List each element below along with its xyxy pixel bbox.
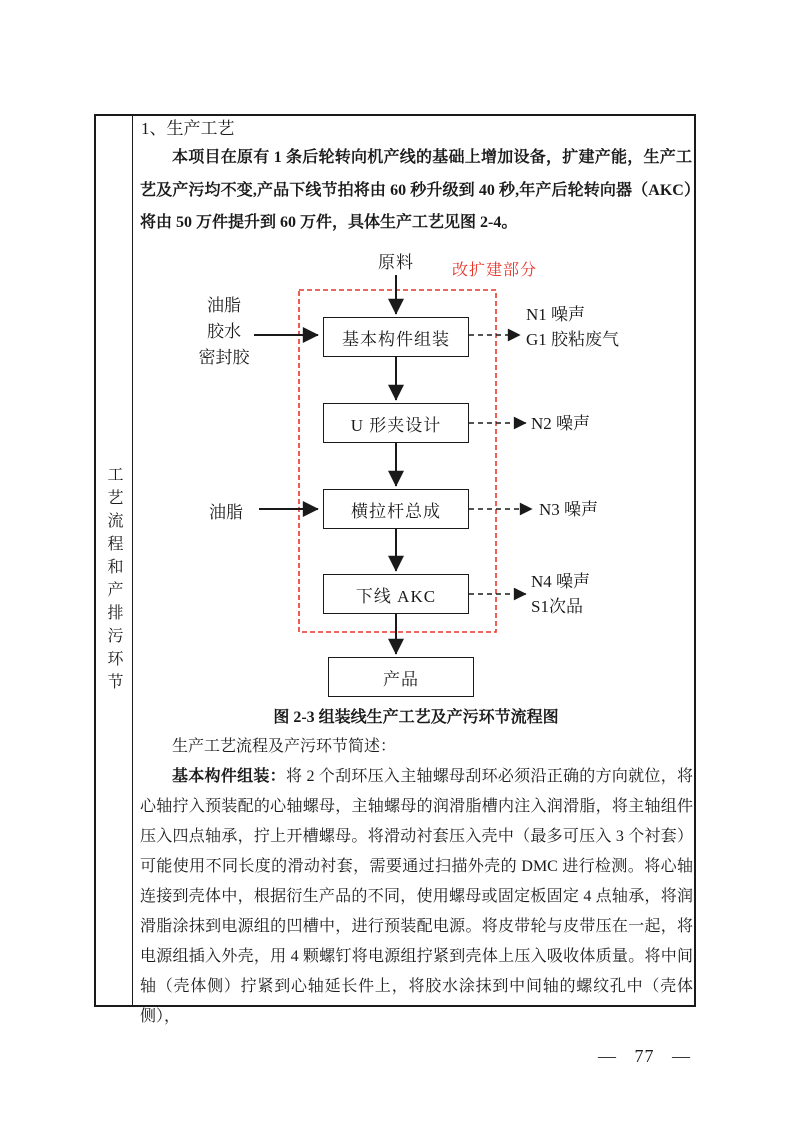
paragraph-body-text: 将 2 个刮环压入主轴螺母刮环必须沿正确的方向就位，将心轴拧入预装配的心轴螺母，主轴螺母的润滑脂槽内注入润滑脂，将主轴组件压入四点轴承，拧上开槽螺母。将滑动衬套压入壳中（最多可压入 3 个衬套）可能使用不同长度的滑动衬套，需要通过扫描外壳的 DMC 进行检测。将心轴连接到壳体中，根据衍生产品的不同，使用螺母或固定板固定 4 点轴承，将润滑脂涂抹到电源组的凹槽中，进行预装配电源。将皮带轮与皮带压在一起，将电源组插入外壳，用 4 颗螺钉将电源组拧紧到壳体上压入吸收体质量。将中间轴（壳体侧）拧紧到心轴延长件上，将胶水涂抹到中间轴的螺纹孔中（壳体侧）， [140,768,693,1025]
flow-output-n4-s1 [531,569,590,619]
process-description-paragraph [140,762,693,1032]
paragraph-lead-bold: 基本构件组装： [172,768,286,785]
figure-caption: 图 2-3 组装线生产工艺及产污环节流程图 [273,709,559,726]
flow-output-n3: N3 噪声 [539,500,599,519]
intro-paragraph: 本项目在原有 1 条后轮转向机产线的基础上增加设备，扩建产能，生产工艺及产污均不变,产品下线节拍将由 60 秒升级到 40 秒,年产后轮转向器（AKC）将由 50 万件提升到 60 万件，具体生产工艺见图 2-4。 [140,149,692,231]
output-noise-n4: N4 噪声 [531,572,591,591]
flow-output-n1-g1 [526,302,619,352]
summary-heading: 生产工艺流程及产污环节简述： [172,738,397,755]
page-number: — 77 — [598,1046,691,1066]
process-flowchart [132,245,696,703]
flow-step-offline-akc: 下线 AKC [323,574,469,614]
flow-output-n2: N2 噪声 [531,414,591,433]
input-material-line: 密封胶 [198,348,250,367]
input-material-line: 油脂 [207,296,241,315]
output-noise-n1: N1 噪声 [526,305,586,324]
flow-input-grease: 油脂 [209,503,243,522]
flow-input-materials [192,293,256,371]
flow-step-tie-rod-assembly: 横拉杆总成 [323,489,469,529]
expansion-annotation: 改扩建部分 [452,262,538,279]
output-waste-gas-g1: G1 胶粘废气 [526,330,620,349]
flow-step-u-clamp-design: U 形夹设计 [323,403,469,443]
section-heading: 1、生产工艺 [141,119,235,138]
flow-end-product: 产品 [328,657,474,697]
input-material-line: 胶水 [207,322,241,341]
flow-step-basic-assembly: 基本构件组装 [323,317,469,357]
output-defective-s1: S1次品 [531,597,583,616]
flow-source-label: 原料 [378,253,414,272]
sidebar-vertical-label: 工艺流程和产排污环节 [105,466,122,696]
